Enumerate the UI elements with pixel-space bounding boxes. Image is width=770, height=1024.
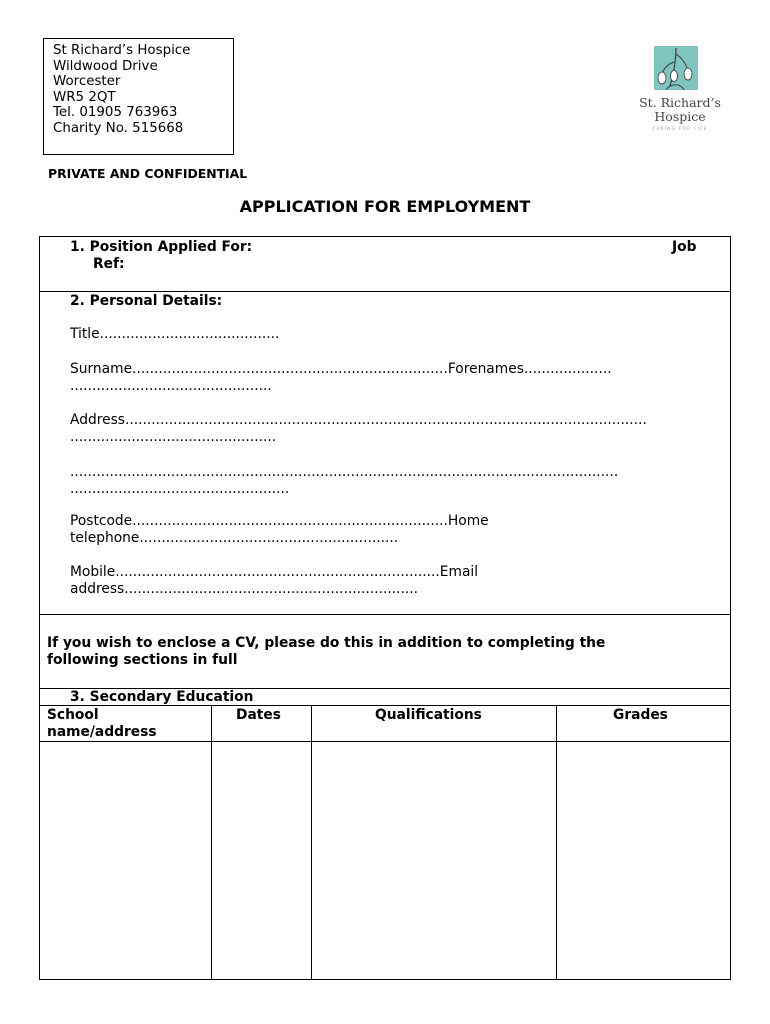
- email-address-field[interactable]: address...................................................................: [70, 581, 419, 597]
- secondary-education-heading: 3. Secondary Education: [70, 689, 254, 705]
- logo-name-line2: Hospice: [654, 109, 706, 124]
- divider: [40, 705, 730, 706]
- address-field[interactable]: Address.......................................................................................................................: [70, 412, 647, 428]
- dates-entry-cell[interactable]: [212, 742, 311, 979]
- address-line-name: St Richard’s Hospice: [53, 43, 191, 58]
- surname-forenames-field[interactable]: Surname........................................................................Forenames....................: [70, 361, 612, 377]
- page-title: APPLICATION FOR EMPLOYMENT: [239, 197, 531, 216]
- cv-note-line1: If you wish to enclose a CV, please do this in addition to completing the: [47, 635, 606, 651]
- col-dates-header: Dates: [236, 707, 281, 723]
- personal-details-heading: 2. Personal Details:: [70, 293, 223, 309]
- col-qualifications-header: Qualifications: [375, 707, 482, 723]
- address-line-2-continuation[interactable]: ..................................................: [70, 481, 290, 497]
- address-line-charity: Charity No. 515668: [53, 120, 184, 136]
- title-field[interactable]: Title.........................................: [70, 326, 280, 342]
- school-entry-cell[interactable]: [40, 742, 211, 979]
- address-line-postcode: WR5 2QT: [53, 89, 116, 105]
- address-continuation[interactable]: ...............................................: [70, 429, 277, 445]
- mobile-email-field[interactable]: Mobile..........................................................................Email: [70, 564, 479, 580]
- qualifications-entry-cell[interactable]: [312, 742, 556, 979]
- address-line-street: Wildwood Drive: [53, 58, 158, 74]
- col-grades-header: Grades: [613, 707, 668, 723]
- snowdrop-icon: [654, 46, 698, 90]
- address-box: [43, 38, 234, 155]
- divider: [40, 614, 730, 615]
- logo-name-line1: St. Richard’s: [639, 95, 721, 110]
- job-label: Job: [672, 239, 697, 255]
- address-line-2-field[interactable]: .............................................................................................................................: [70, 464, 619, 480]
- cv-note-line2: following sections in full: [47, 652, 238, 668]
- grades-entry-cell[interactable]: [557, 742, 730, 979]
- hospice-logo: [636, 44, 724, 134]
- divider: [40, 291, 730, 292]
- address-line-telephone: Tel. 01905 763963: [53, 105, 178, 121]
- position-applied-label: 1. Position Applied For:: [70, 239, 253, 255]
- col-school-header: School: [47, 707, 99, 723]
- surname-forenames-continuation[interactable]: ..............................................: [70, 378, 272, 394]
- logo-tagline: CARING FOR LIFE: [652, 126, 708, 131]
- address-line-city: Worcester: [53, 74, 121, 90]
- home-telephone-field[interactable]: telephone...........................................................: [70, 530, 399, 546]
- ref-label: Ref:: [93, 256, 125, 272]
- postcode-home-field[interactable]: Postcode........................................................................Home: [70, 513, 489, 529]
- application-form: [39, 236, 731, 980]
- col-school-header-line2: name/address: [47, 724, 157, 740]
- confidential-label: PRIVATE AND CONFIDENTIAL: [48, 166, 248, 181]
